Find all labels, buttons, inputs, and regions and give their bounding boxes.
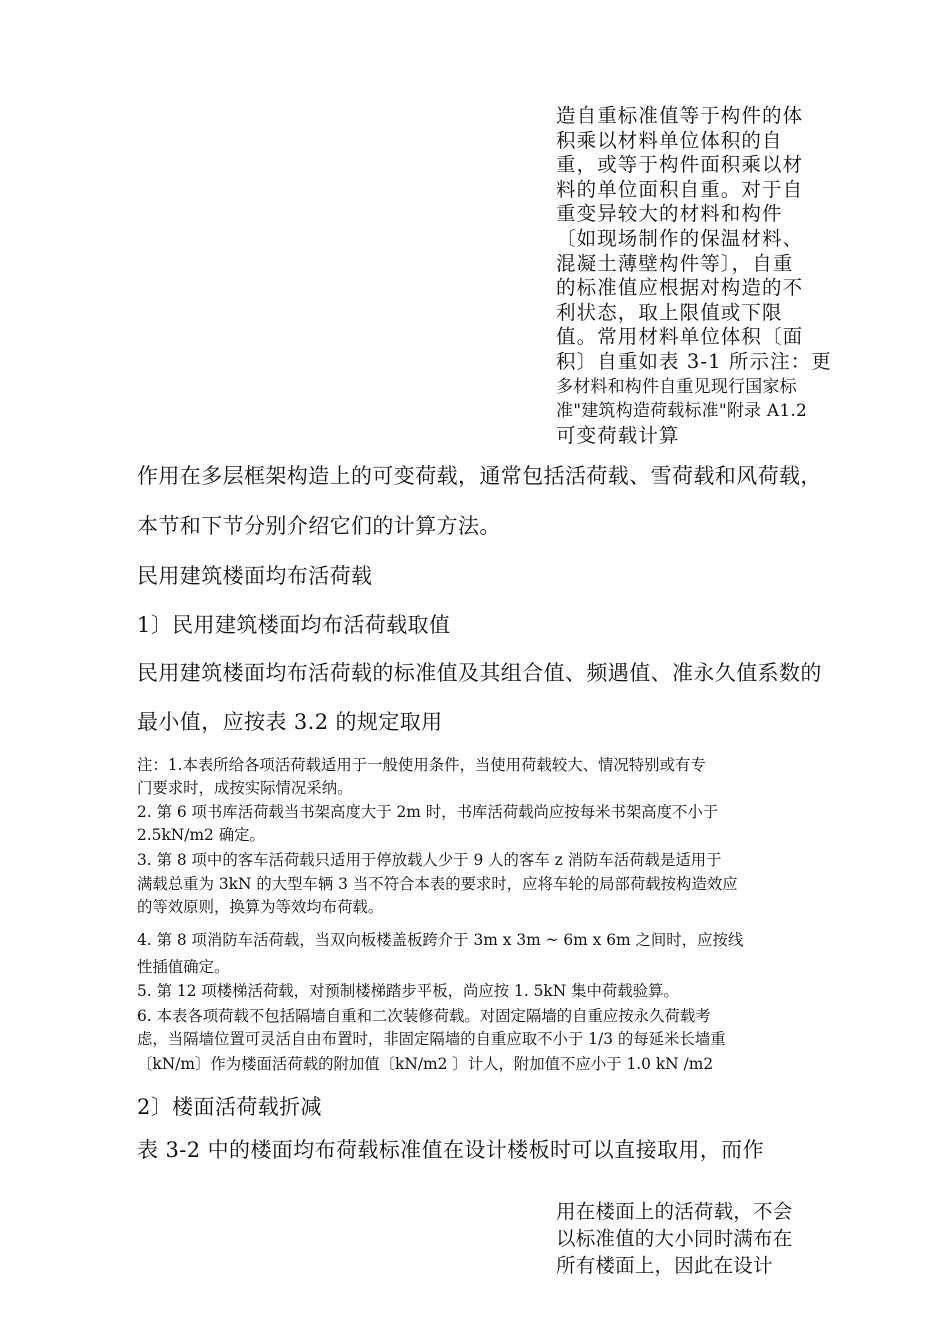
top-column-line: 利状态，取上限值或下限: [556, 300, 783, 324]
paragraph-line: 本节和下节分别介绍它们的计算方法。: [137, 514, 501, 538]
note-line: 6. 本表各项荷载不包括隔墙自重和二次装修荷载。对固定隔墙的自重应按永久荷载考: [137, 1007, 711, 1025]
top-column-line: 重，或等于构件面积乘以材: [556, 153, 804, 177]
note-line: 门要求时，成按实际情况采纳。: [137, 779, 353, 797]
top-column-line: 积〕自重如表 3-1 所示注：更: [556, 349, 832, 373]
note-line: 2.5kN/m2 确定。: [137, 826, 265, 844]
bottom-column-line: 用在楼面上的活荷载，不会: [556, 1200, 793, 1223]
paragraph-line: 最小值，应按表 3.2 的规定取用: [137, 710, 443, 734]
subsection-heading: 1〕民用建筑楼面均布活荷载取值: [137, 613, 451, 637]
top-column-heading: 可变荷载计算: [556, 423, 680, 447]
bottom-column-line: 所有楼面上，因此在设计: [556, 1254, 773, 1277]
bottom-column-line: 以标准值的大小同时满布在: [556, 1227, 793, 1250]
note-line: 3. 第 8 项中的客车活荷载只适用于停放载人少于 9 人的客车 z 消防车活荷载是适用于: [137, 851, 722, 869]
top-text-column: [556, 104, 831, 448]
note-line: 4. 第 8 项消防车活荷载，当双向板楼盖板跨介于 3m x 3m ~ 6m x 6m 之间时，应按线: [137, 931, 744, 949]
paragraph-line: 表 3-2 中的楼面均布荷载标准值在设计楼板时可以直接取用，而作: [137, 1138, 764, 1162]
note-line: 的等效原则，换算为等效均布荷载。: [137, 898, 384, 916]
top-column-line: 〔如现场制作的保温材料、: [556, 226, 804, 250]
top-column-line: 混凝土薄壁构件等〕，自重: [556, 251, 794, 275]
top-column-line: 积乘以材料单位体积的自: [556, 128, 783, 152]
section-heading: 民用建筑楼面均布活荷载: [137, 564, 373, 588]
top-column-line: 料的单位面积自重。对于自: [556, 177, 804, 201]
top-column-line: 准"建筑构造荷载标准"附录 A1.2: [556, 401, 807, 422]
note-line: 5. 第 12 项楼梯活荷载，对预制楼梯踏步平板，尚应按 1. 5kN 集中荷载验算。: [137, 982, 679, 1000]
bottom-text-column: [556, 1198, 821, 1279]
note-line: 注：1.本表所给各项活荷载适用于一般使用条件，当使用荷载较大、情况特别或有专: [137, 756, 706, 774]
paragraph-line: 民用建筑楼面均布活荷载的标准值及其组合值、频遇值、准永久值系数的: [137, 661, 822, 685]
top-column-line: 重变异较大的材料和构件: [556, 202, 783, 226]
note-line: 〔kN/m〕作为楼面活荷载的附加值〔kN/m2 〕计人，附加值不应小于 1.0 kN /m2: [137, 1055, 714, 1073]
note-line: 性插值确定。: [137, 958, 230, 976]
top-column-line: 值。常用材料单位体积〔面: [556, 325, 804, 349]
note-line: 虑，当隔墙位置可灵活自由布置时，非固定隔墙的自重应取不小于 1/3 的每延米长墙重: [137, 1030, 726, 1048]
note-line: 满载总重为 3kN 的大型车辆 3 当不符合本表的要求时，应将车轮的局部荷载按构造效应: [137, 875, 738, 893]
top-column-line: 的标准值应根据对构造的不: [556, 276, 804, 300]
note-line: 2. 第 6 项书库活荷载当书架高度大于 2m 时，书库活荷载尚应按每米书架高度不小于: [137, 803, 719, 821]
top-column-line: 造自重标准值等于构件的体: [556, 104, 804, 127]
subsection-heading: 2〕楼面活荷载折减: [137, 1095, 322, 1119]
paragraph-line: 作用在多层框架构造上的可变荷载，通常包括活荷载、雪荷载和风荷载，: [137, 464, 822, 488]
top-column-line: 多材料和构件自重见现行国家标: [556, 376, 797, 397]
